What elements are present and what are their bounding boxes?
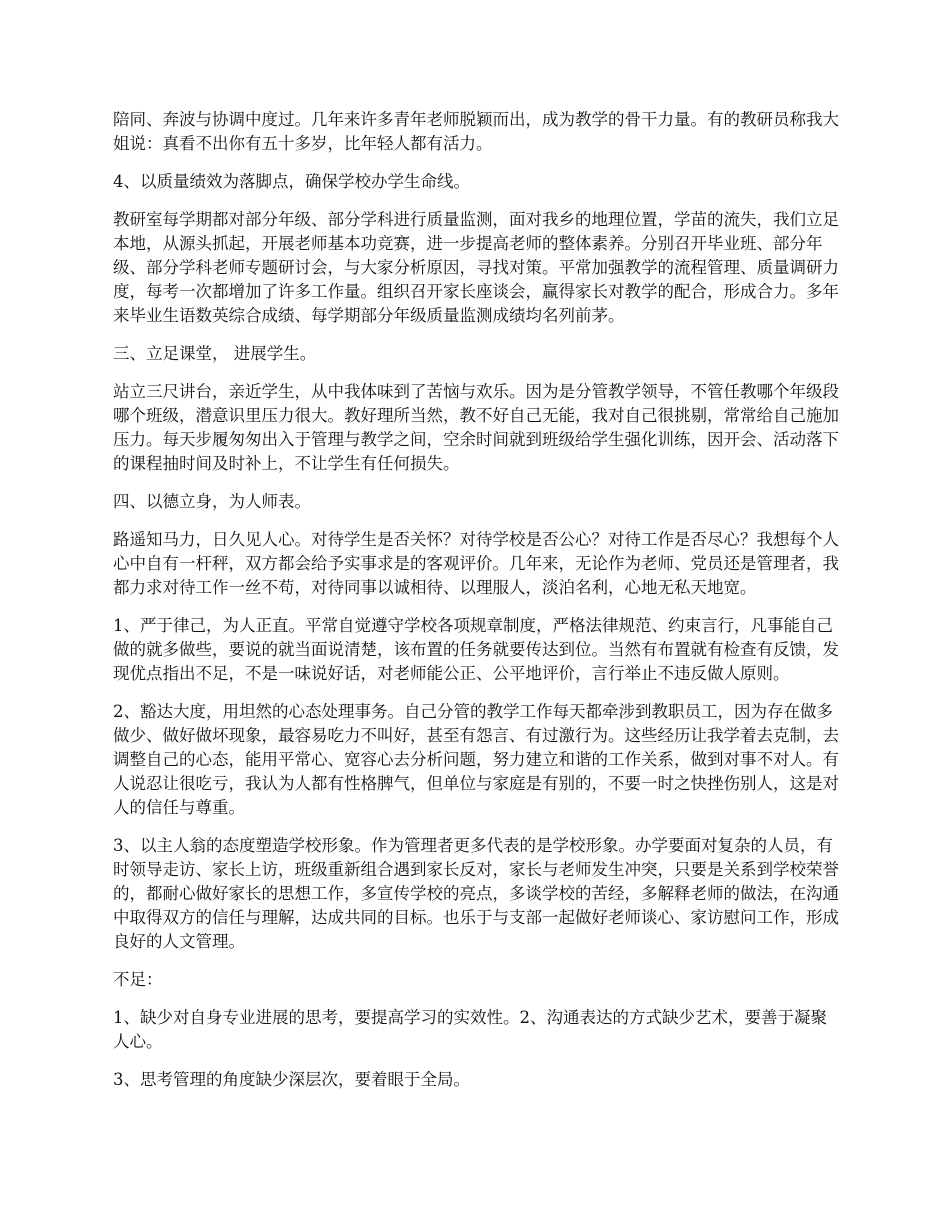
item-school-image: 3、以主人翁的态度塑造学校形象。作为管理者更多代表的是学校形象。办学要面对复杂的人员，有时领导走访、家长上访，班级重新组合遇到家长反对，家长与老师发生冲突，只要是关系到学校荣誉的，都耐心做好家长的思想工作，多宣传学校的亮点，多谈学校的苦经，多解释老师的做法，在沟通中取得双方的信任与理解，达成共同的目标。也乐于与支部一起做好老师谈心、家访慰问工作，形成良好的人文管理。 xyxy=(113,836,839,951)
heading-quality-performance: 4、以质量绩效为落脚点，确保学校办学生命线。 xyxy=(113,172,470,191)
shortcoming-3: 3、思考管理的角度缺少深层次，要着眼于全局。 xyxy=(113,1070,470,1089)
document-body xyxy=(113,108,840,1106)
heading-virtue: 四、以德立身，为人师表。 xyxy=(113,492,311,511)
paragraph-4: 路遥知马力，日久见人心。对待学生是否关怀？对待学校是否公心？对待工作是否尽心？我想每个人心中自有一杆秤，双方都会给予实事求是的客观评价。几年来，无论作为老师、党员还是管理者，我都力求对待工作一丝不苟，对待同事以诚相待、以理服人，淡泊名利，心地无私天地宽。 xyxy=(113,530,839,597)
paragraph-1: 陪同、奔波与协调中度过。几年来许多青年老师脱颖而出，成为教学的骨干力量。有的教研员称我大姐说：真看不出你有五十多岁，比年轻人都有活力。 xyxy=(113,110,839,153)
shortcoming-1-2: 1、缺少对自身专业进展的思考，要提高学习的实效性。2、沟通表达的方式缺少艺术，要善于凝聚人心。 xyxy=(113,1008,827,1051)
heading-classroom: 三、立足课堂， 进展学生。 xyxy=(113,344,317,363)
paragraph-2: 教研室每学期都对部分年级、部分学科进行质量监测，面对我乡的地理位置，学苗的流失，我们立足本地，从源头抓起，开展老师基本功竞赛，进一步提高老师的整体素养。分别召开毕业班、部分年级、部分学科老师专题研讨会，与大家分析原因，寻找对策。平常加强教学的流程管理、质量调研力度，每考一次都增加了许多工作量。组织召开家长座谈会，赢得家长对教学的配合，形成合力。多年来毕业生语数英综合成绩、每学期部分年级质量监测成绩均名列前茅。 xyxy=(113,210,839,325)
item-open-minded: 2、豁达大度，用坦然的心态处理事务。自己分管的教学工作每天都牵涉到教职员工，因为存在做多做少、做好做坏现象，最容易吃力不叫好，甚至有怨言、有过激行为。这些经历让我学着去克制，去调整自己的心态，能用平常心、宽容心去分析问题，努力建立和谐的工作关系，做到对事不对人。有人说忍让很吃亏，我认为人都有性格脾气，但单位与家庭是有别的，不要一时之快挫伤别人，这是对人的信任与尊重。 xyxy=(113,702,839,817)
paragraph-3: 站立三尺讲台，亲近学生，从中我体味到了苦恼与欢乐。因为是分管教学领导，不管任教哪个年级段哪个班级，潜意识里压力很大。教好理所当然，教不好自己无能，我对自己很挑剔，常常给自己施加压力。每天步履匆匆出入于管理与教学之间，空余时间就到班级给学生强化训练，因开会、活动落下的课程抽时间及时补上，不让学生有任何损失。 xyxy=(113,382,839,473)
heading-shortcomings: 不足： xyxy=(113,970,163,989)
item-strict-self-discipline: 1、严于律己，为人正直。平常自觉遵守学校各项规章制度，严格法律规范、约束言行，凡事能自己做的就多做些，要说的就当面说清楚，该布置的任务就要传达到位。当然有布置就有检查有反馈，发现优点指出不足，不是一味说好话，对老师能公正、公平地评价，言行举止不违反做人原则。 xyxy=(113,616,839,683)
